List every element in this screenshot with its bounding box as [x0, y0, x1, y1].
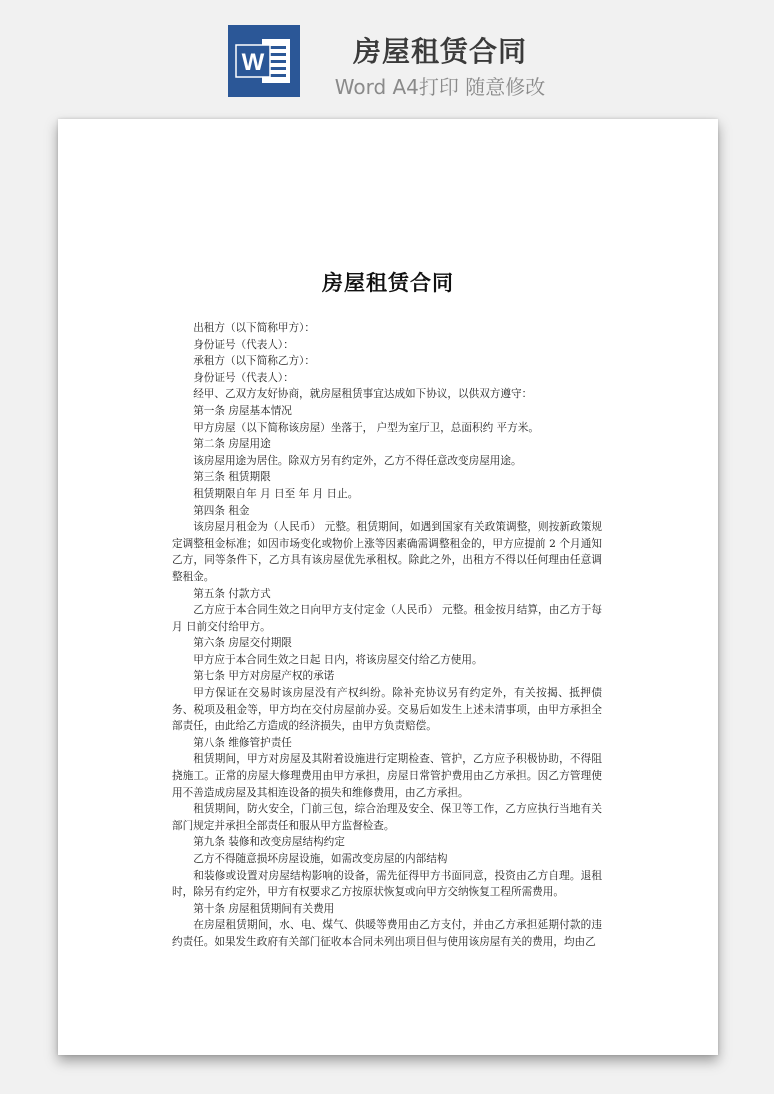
doc-paragraph: 租赁期间，甲方对房屋及其附着设施进行定期检查、管护，乙方应予积极协助，不得阻挠施工。正常的房屋大修理费用由甲方承担，房屋日常管护费用由乙方承担。因乙方管理使用不善造成房屋及其相连设备的损失和维修费用，由乙方承担。 — [172, 753, 602, 799]
doc-paragraph: 经甲、乙双方友好协商，就房屋租赁事宜达成如下协议，以供双方遵守： — [193, 388, 533, 401]
doc-section-heading: 第八条 维修管护责任 — [193, 736, 292, 749]
page-header — [0, 0, 774, 110]
header-title: 房屋租赁合同 — [352, 35, 527, 68]
document-title: 房屋租赁合同 — [322, 271, 454, 295]
doc-paragraph: 甲方保证在交易时该房屋没有产权纠纷。除补充协议另有约定外，有关按揭、抵押债务、税项及租金等，甲方均在交付房屋前办妥。交易后如发生上述未清事项，由甲方承担全部责任，由此给乙方造成的经济损失，由甲方负责赔偿。 — [172, 687, 602, 733]
doc-paragraph: 身份证号（代表人）： — [193, 338, 294, 351]
document-page — [58, 119, 718, 1055]
doc-paragraph: 承租方（以下简称乙方）： — [193, 355, 316, 368]
doc-paragraph: 租赁期限自年 月 日至 年 月 日止。 — [193, 487, 359, 500]
doc-paragraph: 甲方应于本合同生效之日起 日内，将该房屋交付给乙方使用。 — [193, 653, 483, 666]
doc-section-heading: 第四条 租金 — [193, 504, 250, 517]
doc-section-heading: 第九条 装修和改变房屋结构约定 — [193, 836, 345, 849]
doc-section-heading: 第二条 房屋用途 — [193, 438, 271, 451]
doc-paragraph: 出租方（以下简称甲方）： — [193, 322, 316, 334]
doc-paragraph: 乙方不得随意损坏房屋设施，如需改变房屋的内部结构 — [193, 853, 448, 865]
doc-paragraph: 该房屋用途为居住。除双方另有约定外，乙方不得任意改变房屋用途。 — [193, 454, 522, 467]
doc-paragraph: 该房屋月租金为（人民币） 元整。租赁期间，如遇到国家有关政策调整，则按新政策规定调整租金标准；如因市场变化或物价上涨等因素确需调整租金的，甲方应提前 2 个月通知乙方，同等条件下，乙方具有该房屋优先承租权。除此之外，出租方不得以任何理由任意调整租金。 — [172, 521, 602, 583]
doc-section-heading: 第一条 房屋基本情况 — [193, 404, 292, 417]
doc-section-heading: 第七条 甲方对房屋产权的承诺 — [193, 670, 335, 683]
doc-paragraph: 和装修或设置对房屋结构影响的设备，需先征得甲方书面同意，投资由乙方自理。退租时，除另有约定外，甲方有权要求乙方按原状恢复或向甲方交纳恢复工程所需费用。 — [172, 869, 602, 899]
doc-paragraph: 乙方应于本合同生效之日向甲方支付定金（人民币） 元整。租金按月结算，由乙方于每月 日前交付给甲方。 — [172, 604, 602, 633]
doc-section-heading: 第六条 房屋交付期限 — [193, 637, 292, 650]
doc-section-heading: 第五条 付款方式 — [193, 587, 271, 600]
header-subtitle: Word A4打印 随意修改 — [334, 75, 546, 99]
doc-section-heading: 第十条 房屋租赁期间有关费用 — [193, 902, 335, 915]
doc-paragraph: 甲方房屋（以下简称该房屋）坐落于， 户型为室厅卫，总面积约 平方米。 — [193, 421, 539, 434]
doc-paragraph: 租赁期间，防火安全，门前三包，综合治理及安全、保卫等工作，乙方应执行当地有关部门规定并承担全部责任和服从甲方监督检查。 — [172, 803, 602, 832]
doc-paragraph: 在房屋租赁期间，水、电、煤气、供暖等费用由乙方支付，并由乙方承担延期付款的违约责任。如果发生政府有关部门征收本合同未列出项目但与使用该房屋有关的费用，均由乙 — [172, 919, 602, 948]
word-icon-letter: W — [241, 49, 265, 76]
doc-paragraph: 身份证号（代表人）： — [193, 371, 294, 384]
document-body — [172, 320, 602, 951]
word-document-icon — [228, 25, 300, 97]
doc-section-heading: 第三条 租赁期限 — [193, 471, 271, 484]
